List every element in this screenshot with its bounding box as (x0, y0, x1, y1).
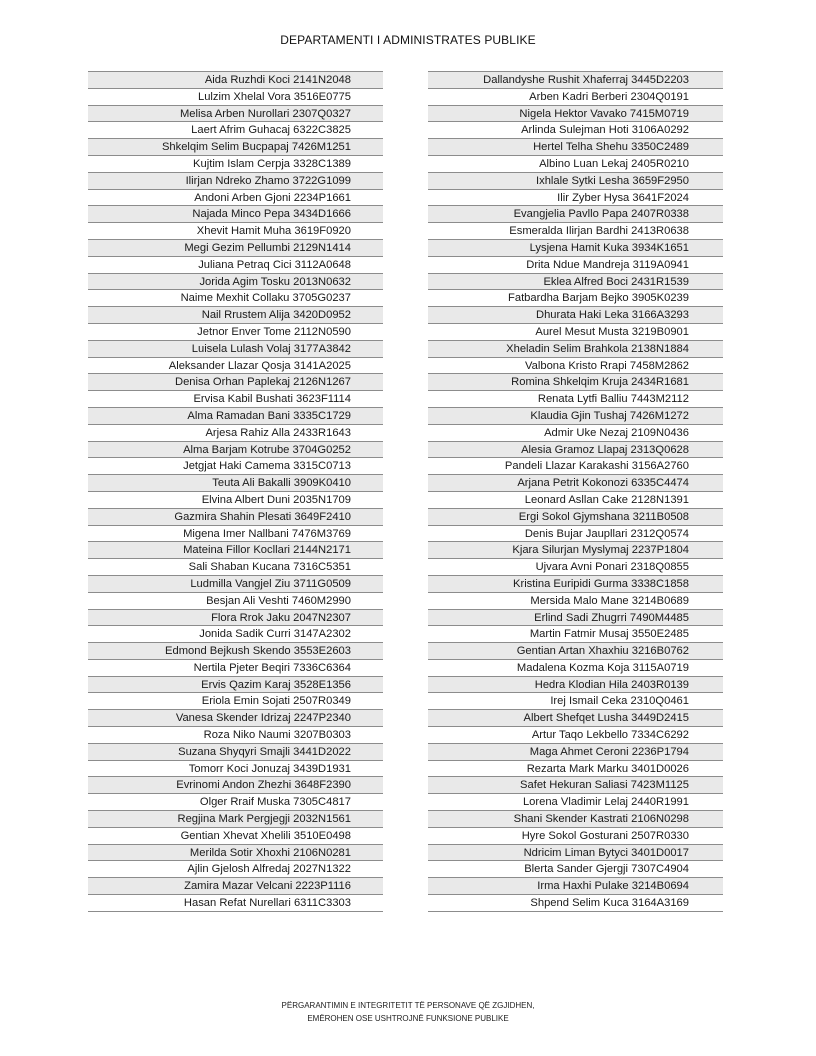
table-row: Arjana Petrit Kokonozi 6335C4474 (428, 474, 723, 491)
table-row: Eriola Emin Sojati 2507R0349 (88, 692, 383, 709)
table-row: Albert Shefqet Lusha 3449D2415 (428, 709, 723, 726)
table-row: Suzana Shyqyri Smajli 3441D2022 (88, 743, 383, 760)
table-row: Mateina Fillor Kocllari 2144N2171 (88, 541, 383, 558)
table-row: Flora Rrok Jaku 2047N2307 (88, 609, 383, 626)
table-row: Jetnor Enver Tome 2112N0590 (88, 323, 383, 340)
table-row: Ndricim Liman Bytyci 3401D0017 (428, 844, 723, 861)
table-row: Rezarta Mark Marku 3401D0026 (428, 760, 723, 777)
table-row: Albino Luan Lekaj 2405R0210 (428, 155, 723, 172)
table-row: Andoni Arben Gjoni 2234P1661 (88, 189, 383, 206)
table-row: Evangjelia Pavllo Papa 2407R0338 (428, 205, 723, 222)
table-row: Ilir Zyber Hysa 3641F2024 (428, 189, 723, 206)
table-row: Kjara Silurjan Myslymaj 2237P1804 (428, 541, 723, 558)
table-row: Drita Ndue Mandreja 3119A0941 (428, 256, 723, 273)
table-row: Ludmilla Vangjel Ziu 3711G0509 (88, 575, 383, 592)
table-row: Safet Hekuran Saliasi 7423M1125 (428, 776, 723, 793)
table-row: Hyre Sokol Gosturani 2507R0330 (428, 827, 723, 844)
footer-line: PËRGARANTIMIN E INTEGRITETIT TË PERSONAVE QË ZGJIDHEN, (281, 1001, 535, 1010)
table-row: Aleksander Llazar Qosja 3141A2025 (88, 357, 383, 374)
table-row: Renata Lytfi Balliu 7443M2112 (428, 390, 723, 407)
table-row: Alma Barjam Kotrube 3704G0252 (88, 441, 383, 458)
table-row: Roza Niko Naumi 3207B0303 (88, 726, 383, 743)
table-row: Admir Uke Nezaj 2109N0436 (428, 424, 723, 441)
table-row: Melisa Arben Nurollari 2307Q0327 (88, 105, 383, 122)
table-row: Artur Taqo Lekbello 7334C6292 (428, 726, 723, 743)
table-row: Xheladin Selim Brahkola 2138N1884 (428, 340, 723, 357)
table-row: Klaudia Gjin Tushaj 7426M1272 (428, 407, 723, 424)
table-row: Mersida Malo Mane 3214B0689 (428, 592, 723, 609)
table-row: Luisela Lulash Volaj 3177A3842 (88, 340, 383, 357)
table-row: Zamira Mazar Velcani 2223P1116 (88, 877, 383, 894)
table-row: Denis Bujar Jaupllari 2312Q0574 (428, 525, 723, 542)
table-row: Leonard Asllan Cake 2128N1391 (428, 491, 723, 508)
table-row: Esmeralda Ilirjan Bardhi 2413R0638 (428, 222, 723, 239)
table-row: Nigela Hektor Vavako 7415M0719 (428, 105, 723, 122)
table-row: Arjesa Rahiz Alla 2433R1643 (88, 424, 383, 441)
table-row: Hasan Refat Nurellari 6311C3303 (88, 894, 383, 911)
table-row: Shani Skender Kastrati 2106N0298 (428, 810, 723, 827)
table-row: Valbona Kristo Rrapi 7458M2862 (428, 357, 723, 374)
footer-line: EMËROHEN OSE USHTROJNË FUNKSIONE PUBLIKE (307, 1013, 509, 1023)
table-row: Irej Ismail Ceka 2310Q0461 (428, 692, 723, 709)
table-row: Elvina Albert Duni 2035N1709 (88, 491, 383, 508)
table-row: Gentian Artan Xhaxhiu 3216B0762 (428, 642, 723, 659)
table-row: Aida Ruzhdi Koci 2141N2048 (88, 71, 383, 88)
table-row: Arben Kadri Berberi 2304Q0191 (428, 88, 723, 105)
table-row: Erlind Sadi Zhugrri 7490M4485 (428, 609, 723, 626)
table-row: Alma Ramadan Bani 3335C1729 (88, 407, 383, 424)
table-row: Xhevit Hamit Muha 3619F0920 (88, 222, 383, 239)
table-row: Jetgjat Haki Camema 3315C0713 (88, 457, 383, 474)
table-row: Pandeli Llazar Karakashi 3156A2760 (428, 457, 723, 474)
table-row: Laert Afrim Guhacaj 6322C3825 (88, 121, 383, 138)
table-row: Romina Shkelqim Kruja 2434R1681 (428, 373, 723, 390)
table-row: Sali Shaban Kucana 7316C5351 (88, 558, 383, 575)
table-row: Vanesa Skender Idrizaj 2247P2340 (88, 709, 383, 726)
table-row: Alesia Gramoz Llapaj 2313Q0628 (428, 441, 723, 458)
table-row: Maga Ahmet Ceroni 2236P1794 (428, 743, 723, 760)
table-row: Nertila Pjeter Beqiri 7336C6364 (88, 659, 383, 676)
table-row: Naime Mexhit Collaku 3705G0237 (88, 289, 383, 306)
table-row: Martin Fatmir Musaj 3550E2485 (428, 625, 723, 642)
table-row: Juliana Petraq Cici 3112A0648 (88, 256, 383, 273)
table-row: Tomorr Koci Jonuzaj 3439D1931 (88, 760, 383, 777)
left-name-list (88, 71, 383, 912)
table-row: Hedra Klodian Hila 2403R0139 (428, 676, 723, 693)
table-row: Ilirjan Ndreko Zhamo 3722G1099 (88, 172, 383, 189)
table-row: Ixhlale Sytki Lesha 3659F2950 (428, 172, 723, 189)
table-row: Ergi Sokol Gjymshana 3211B0508 (428, 508, 723, 525)
table-row: Gazmira Shahin Plesati 3649F2410 (88, 508, 383, 525)
table-row: Jonida Sadik Curri 3147A2302 (88, 625, 383, 642)
table-row: Shpend Selim Kuca 3164A3169 (428, 894, 723, 911)
table-row: Fatbardha Barjam Bejko 3905K0239 (428, 289, 723, 306)
table-row: Lorena Vladimir Lelaj 2440R1991 (428, 793, 723, 810)
table-row: Denisa Orhan Paplekaj 2126N1267 (88, 373, 383, 390)
table-row: Evrinomi Andon Zhezhi 3648F2390 (88, 776, 383, 793)
table-row: Lysjena Hamit Kuka 3934K1651 (428, 239, 723, 256)
table-row: Irma Haxhi Pulake 3214B0694 (428, 877, 723, 894)
right-name-list (428, 71, 723, 912)
table-row: Arlinda Sulejman Hoti 3106A0292 (428, 121, 723, 138)
table-row: Megi Gezim Pellumbi 2129N1414 (88, 239, 383, 256)
table-row: Blerta Sander Gjergji 7307C4904 (428, 860, 723, 877)
table-row: Migena Imer Nallbani 7476M3769 (88, 525, 383, 542)
table-row: Olger Rraif Muska 7305C4817 (88, 793, 383, 810)
table-row: Aurel Mesut Musta 3219B0901 (428, 323, 723, 340)
table-row: Edmond Bejkush Skendo 3553E2603 (88, 642, 383, 659)
table-row: Lulzim Xhelal Vora 3516E0775 (88, 88, 383, 105)
table-row: Jorida Agim Tosku 2013N0632 (88, 273, 383, 290)
table-row: Dhurata Haki Leka 3166A3293 (428, 306, 723, 323)
table-row: Besjan Ali Veshti 7460M2990 (88, 592, 383, 609)
table-row: Regjina Mark Pergjegji 2032N1561 (88, 810, 383, 827)
table-row: Kristina Euripidi Gurma 3338C1858 (428, 575, 723, 592)
table-row: Kujtim Islam Cerpja 3328C1389 (88, 155, 383, 172)
table-row: Ajlin Gjelosh Alfredaj 2027N1322 (88, 860, 383, 877)
page-footer (0, 1000, 816, 1025)
table-row: Ervisa Kabil Bushati 3623F1114 (88, 390, 383, 407)
table-row: Gentian Xhevat Xhelili 3510E0498 (88, 827, 383, 844)
table-row: Ervis Qazim Karaj 3528E1356 (88, 676, 383, 693)
table-row: Dallandyshe Rushit Xhaferraj 3445D2203 (428, 71, 723, 88)
page-title: DEPARTAMENTI I ADMINISTRATES PUBLIKE (280, 33, 536, 47)
table-row: Najada Minco Pepa 3434D1666 (88, 205, 383, 222)
table-row: Teuta Ali Bakalli 3909K0410 (88, 474, 383, 491)
table-row: Hertel Telha Shehu 3350C2489 (428, 138, 723, 155)
table-row: Eklea Alfred Boci 2431R1539 (428, 273, 723, 290)
table-row: Madalena Kozma Koja 3115A0719 (428, 659, 723, 676)
table-row: Shkelqim Selim Bucpapaj 7426M1251 (88, 138, 383, 155)
table-row: Merilda Sotir Xhoxhi 2106N0281 (88, 844, 383, 861)
table-row: Ujvara Avni Ponari 2318Q0855 (428, 558, 723, 575)
table-row: Nail Rrustem Alija 3420D0952 (88, 306, 383, 323)
